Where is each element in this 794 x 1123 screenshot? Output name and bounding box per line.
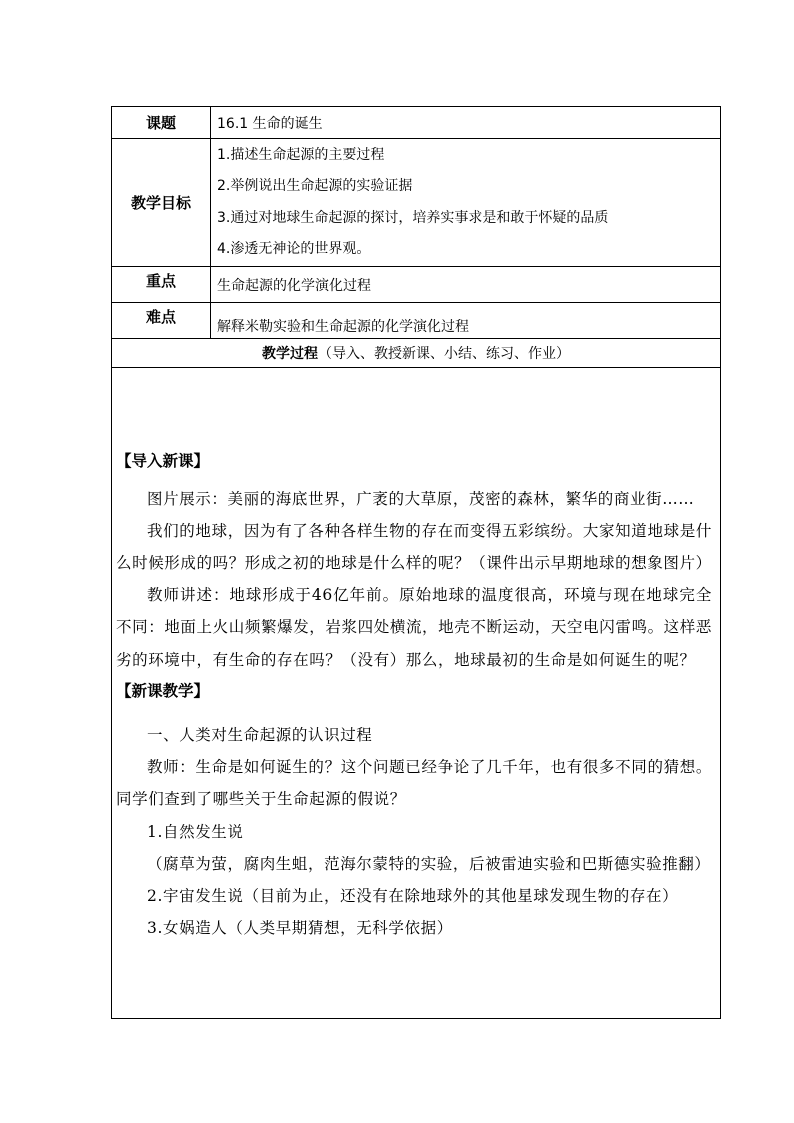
spacer <box>116 707 712 719</box>
row-difficulty <box>112 303 721 339</box>
title-label: 课题 <box>112 107 211 139</box>
difficulty-value: 解释米勒实验和生命起源的化学演化过程 <box>211 303 721 339</box>
goal-item: 1.描述生命起源的主要过程 <box>217 146 385 163</box>
hypothesis-item: 1.自然发生说 <box>147 822 244 841</box>
title-value: 16.1 生命的诞生 <box>211 107 721 139</box>
intro-paragraph: 教师讲述：地球形成于46亿年前。原始地球的温度很高，环境与现在地球完全不同：地面上火山频繁爆发，岩浆四处横流，地壳不断运动，天空电闪雷鸣。这样恶劣的环境中，有生命的存在吗？（没有）那么，地球最初的生命是如何诞生的呢？ <box>116 586 712 669</box>
row-process-header <box>112 339 721 368</box>
section-heading: 一、人类对生命起源的认识过程 <box>147 725 373 744</box>
intro-paragraph: 我们的地球，因为有了各种各样生物的存在而变得五彩缤纷。大家知道地球是什么时候形成的吗？形成之初的地球是什么样的呢？（课件出示早期地球的想象图片） <box>116 521 712 573</box>
key-point-value: 生命起源的化学演化过程 <box>211 267 721 303</box>
new-lesson-heading: 【新课教学】 <box>116 681 210 700</box>
intro-heading: 【导入新课】 <box>116 451 210 470</box>
goals-label: 教学目标 <box>112 139 211 267</box>
teacher-paragraph: 教师：生命是如何诞生的？这个问题已经争论了几千年，也有很多不同的猜想。同学们查到了哪些关于生命起源的假说？ <box>116 758 712 809</box>
row-title <box>112 107 721 139</box>
goal-item: 4.渗透无神论的世界观。 <box>217 241 371 257</box>
process-header-subtitle: （导入、教授新课、小结、练习、作业） <box>318 346 570 362</box>
hypothesis-item: 2.宇宙发生说（目前为止，还没有在除地球外的其他星球发现生物的存在） <box>147 886 679 905</box>
goals-list <box>211 139 721 267</box>
process-header-title: 教学过程 <box>262 346 318 362</box>
intro-paragraph: 图片展示：美丽的海底世界，广袤的大草原，茂密的森林，繁华的商业街…… <box>147 489 695 508</box>
lesson-plan-table <box>111 106 721 1019</box>
hypothesis-detail: （腐草为萤，腐肉生蛆，范海尔蒙特的实验，后被雷迪实验和巴斯德实验推翻） <box>147 854 711 873</box>
row-process-body <box>112 368 721 1019</box>
process-header <box>112 339 721 368</box>
difficulty-label: 难点 <box>112 303 211 339</box>
hypothesis-item: 3.女娲造人（人类早期猜想，无科学依据） <box>147 919 453 938</box>
row-goals <box>112 139 721 267</box>
goal-item: 3.通过对地球生命起源的探讨，培养实事求是和敢于怀疑的品质 <box>217 209 609 226</box>
row-key-point <box>112 267 721 303</box>
key-point-label: 重点 <box>112 267 211 303</box>
process-body <box>112 368 721 1019</box>
goal-item: 2.举例说出生命起源的实验证据 <box>217 178 413 194</box>
